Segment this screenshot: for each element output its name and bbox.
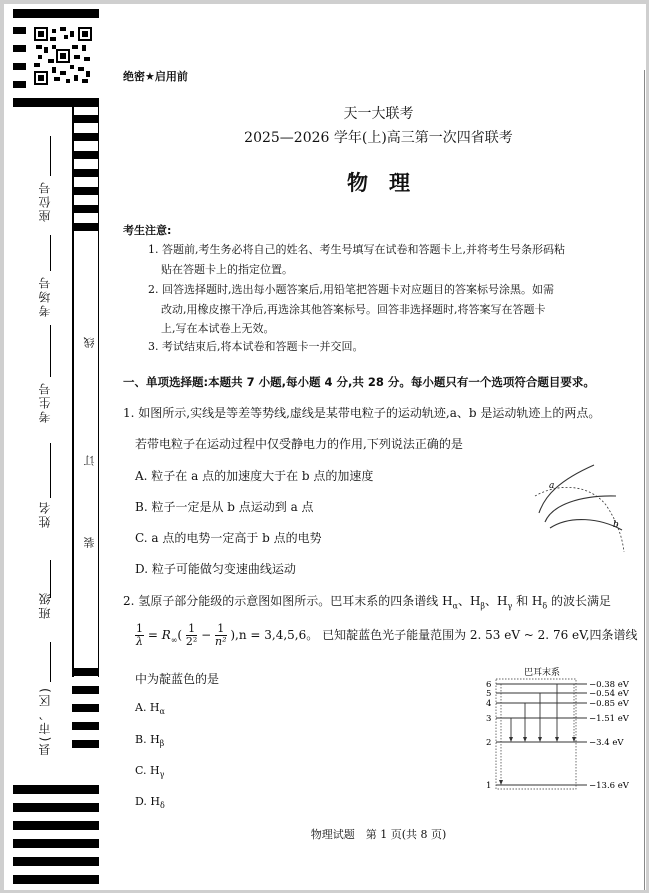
q2-stem-text: 2. 氢原子部分能级的示意图如图所示。巴耳末系的四条谱线 H xyxy=(123,594,453,608)
qr-code-icon xyxy=(34,27,92,85)
seal-char-line: 线 xyxy=(83,337,96,348)
h-gamma-sub: γ xyxy=(507,601,513,611)
q2-option-a[interactable]: A. $H_\alpha$ xyxy=(135,701,165,717)
notice-item: 2. 回答选择题时,选出每小题答案后,用铅笔把答题卡对应题目的答案标号涂黑。如需 xyxy=(148,283,554,296)
svg-text:5: 5 xyxy=(486,689,492,699)
formula-lhs: $\frac{1}{\lambda}$ xyxy=(136,622,143,648)
page-footer: 物理试题 第 1 页(共 8 页) xyxy=(310,828,447,841)
notice-title: 考生注意: xyxy=(123,224,172,237)
energy-level-diagram xyxy=(470,660,645,800)
h-delta-sub: δ xyxy=(542,601,548,611)
h-alpha-sub: α xyxy=(452,601,458,611)
svg-text:2: 2 xyxy=(486,738,492,748)
notice-item: 改动,用橡皮擦干净后,再选涂其他答案标号。回答非选择题时,将答案写在答题卡 xyxy=(161,303,546,316)
section-heading: 一、单项选择题:本题共 7 小题,每小题 4 分,共 28 分。每小题只有一个选项符合题目要求。 xyxy=(123,375,595,389)
notice-item: 上,写在本试卷上无效。 xyxy=(161,322,275,335)
point-a-label: a xyxy=(549,481,555,491)
q2-stem-line2: $\frac{1}{\lambda}$ = $R_\infty$( $\frac{1}{\text{2²}}$ − $\frac{1}{\text{n²}}$ ),n = 3,4,5,6。 已知靛蓝色光子能量范围为 2. 53 eV ~ 2. 76 eV,四条谱线 xyxy=(136,622,638,648)
q2-option-c[interactable]: C. $H_\gamma$ xyxy=(135,764,165,780)
svg-text:1: 1 xyxy=(486,781,492,791)
field-candidate-number: 考生号 xyxy=(38,381,52,423)
svg-text:−3.4 eV: −3.4 eV xyxy=(589,738,624,748)
q1-option-c[interactable]: C. a 点的电势一定高于 b 点的电势 xyxy=(135,531,322,545)
seal-char-mount: 装 xyxy=(83,537,96,548)
svg-text:−1.51 eV: −1.51 eV xyxy=(589,714,629,724)
org-title: 天一大联考 xyxy=(343,106,414,122)
q2-option-d[interactable]: D. $H_\delta$ xyxy=(135,795,165,811)
q2-option-b[interactable]: B. $H_\beta$ xyxy=(135,733,165,749)
field-county: 县(市、区) xyxy=(38,686,52,756)
svg-text:−0.38 eV: −0.38 eV xyxy=(589,680,629,690)
formula-term2: $\frac{1}{\text{n²}}$ xyxy=(215,622,227,648)
q1-option-b[interactable]: B. 粒子一定是从 b 点运动到 a 点 xyxy=(135,500,314,514)
formula-term1: $\frac{1}{\text{2²}}$ xyxy=(185,622,198,648)
seal-char-bind: 订 xyxy=(83,455,96,466)
field-seat-number: 座位号 xyxy=(38,180,52,222)
q2-stem-text: 的波长满足 xyxy=(547,594,612,608)
h-beta-sub: β xyxy=(480,601,486,611)
svg-text:3: 3 xyxy=(486,714,492,724)
svg-text:−0.54 eV: −0.54 eV xyxy=(589,689,629,699)
field-name: 姓名 xyxy=(38,500,52,528)
svg-text:−13.6 eV: −13.6 eV xyxy=(589,781,629,791)
subject-title: 物 理 xyxy=(347,171,410,195)
notice-item: 3. 考试结束后,将本试卷和答题卡一并交回。 xyxy=(148,340,364,353)
secret-label: 绝密★启用前 xyxy=(123,70,188,83)
q1-option-d[interactable]: D. 粒子可能做匀变速曲线运动 xyxy=(135,562,296,576)
field-exam-room: 考场号 xyxy=(38,275,52,317)
q2-stem-line1: 2. 氢原子部分能级的示意图如图所示。巴耳末系的四条谱线 $H_\alpha$、$H_\beta$、$H_\gamma$ 和 $H_\delta$ 的波长满足 xyxy=(123,594,612,611)
q1-option-a[interactable]: A. 粒子在 a 点的加速度大于在 b 点的加速度 xyxy=(135,469,374,483)
q1-stem-line2: 若带电粒子在运动过程中仅受静电力的作用,下列说法正确的是 xyxy=(135,437,463,451)
q1-equipotential-figure xyxy=(530,460,640,560)
exam-title: 2025—2026 学年(上)高三第一次四省联考 xyxy=(244,130,513,146)
notice-item: 1. 答题前,考生务必将自己的姓名、考生号填写在试卷和答题卡上,并将考生号条形码粘 xyxy=(148,243,565,256)
diagram-title: 巴耳末系 xyxy=(524,668,561,678)
svg-text:6: 6 xyxy=(486,680,492,690)
field-class: 班级 xyxy=(38,591,52,619)
svg-text:−0.85 eV: −0.85 eV xyxy=(589,699,629,709)
point-b-label: b xyxy=(613,520,619,530)
notice-item: 贴在答题卡上的指定位置。 xyxy=(161,263,293,276)
q2-stem-line3: 中为靛蓝色的是 xyxy=(135,672,220,686)
svg-text:4: 4 xyxy=(486,699,492,709)
q1-stem-line1: 1. 如图所示,实线是等差等势线,虚线是某带电粒子的运动轨迹,a、b 是运动轨迹上的两点。 xyxy=(123,406,601,420)
